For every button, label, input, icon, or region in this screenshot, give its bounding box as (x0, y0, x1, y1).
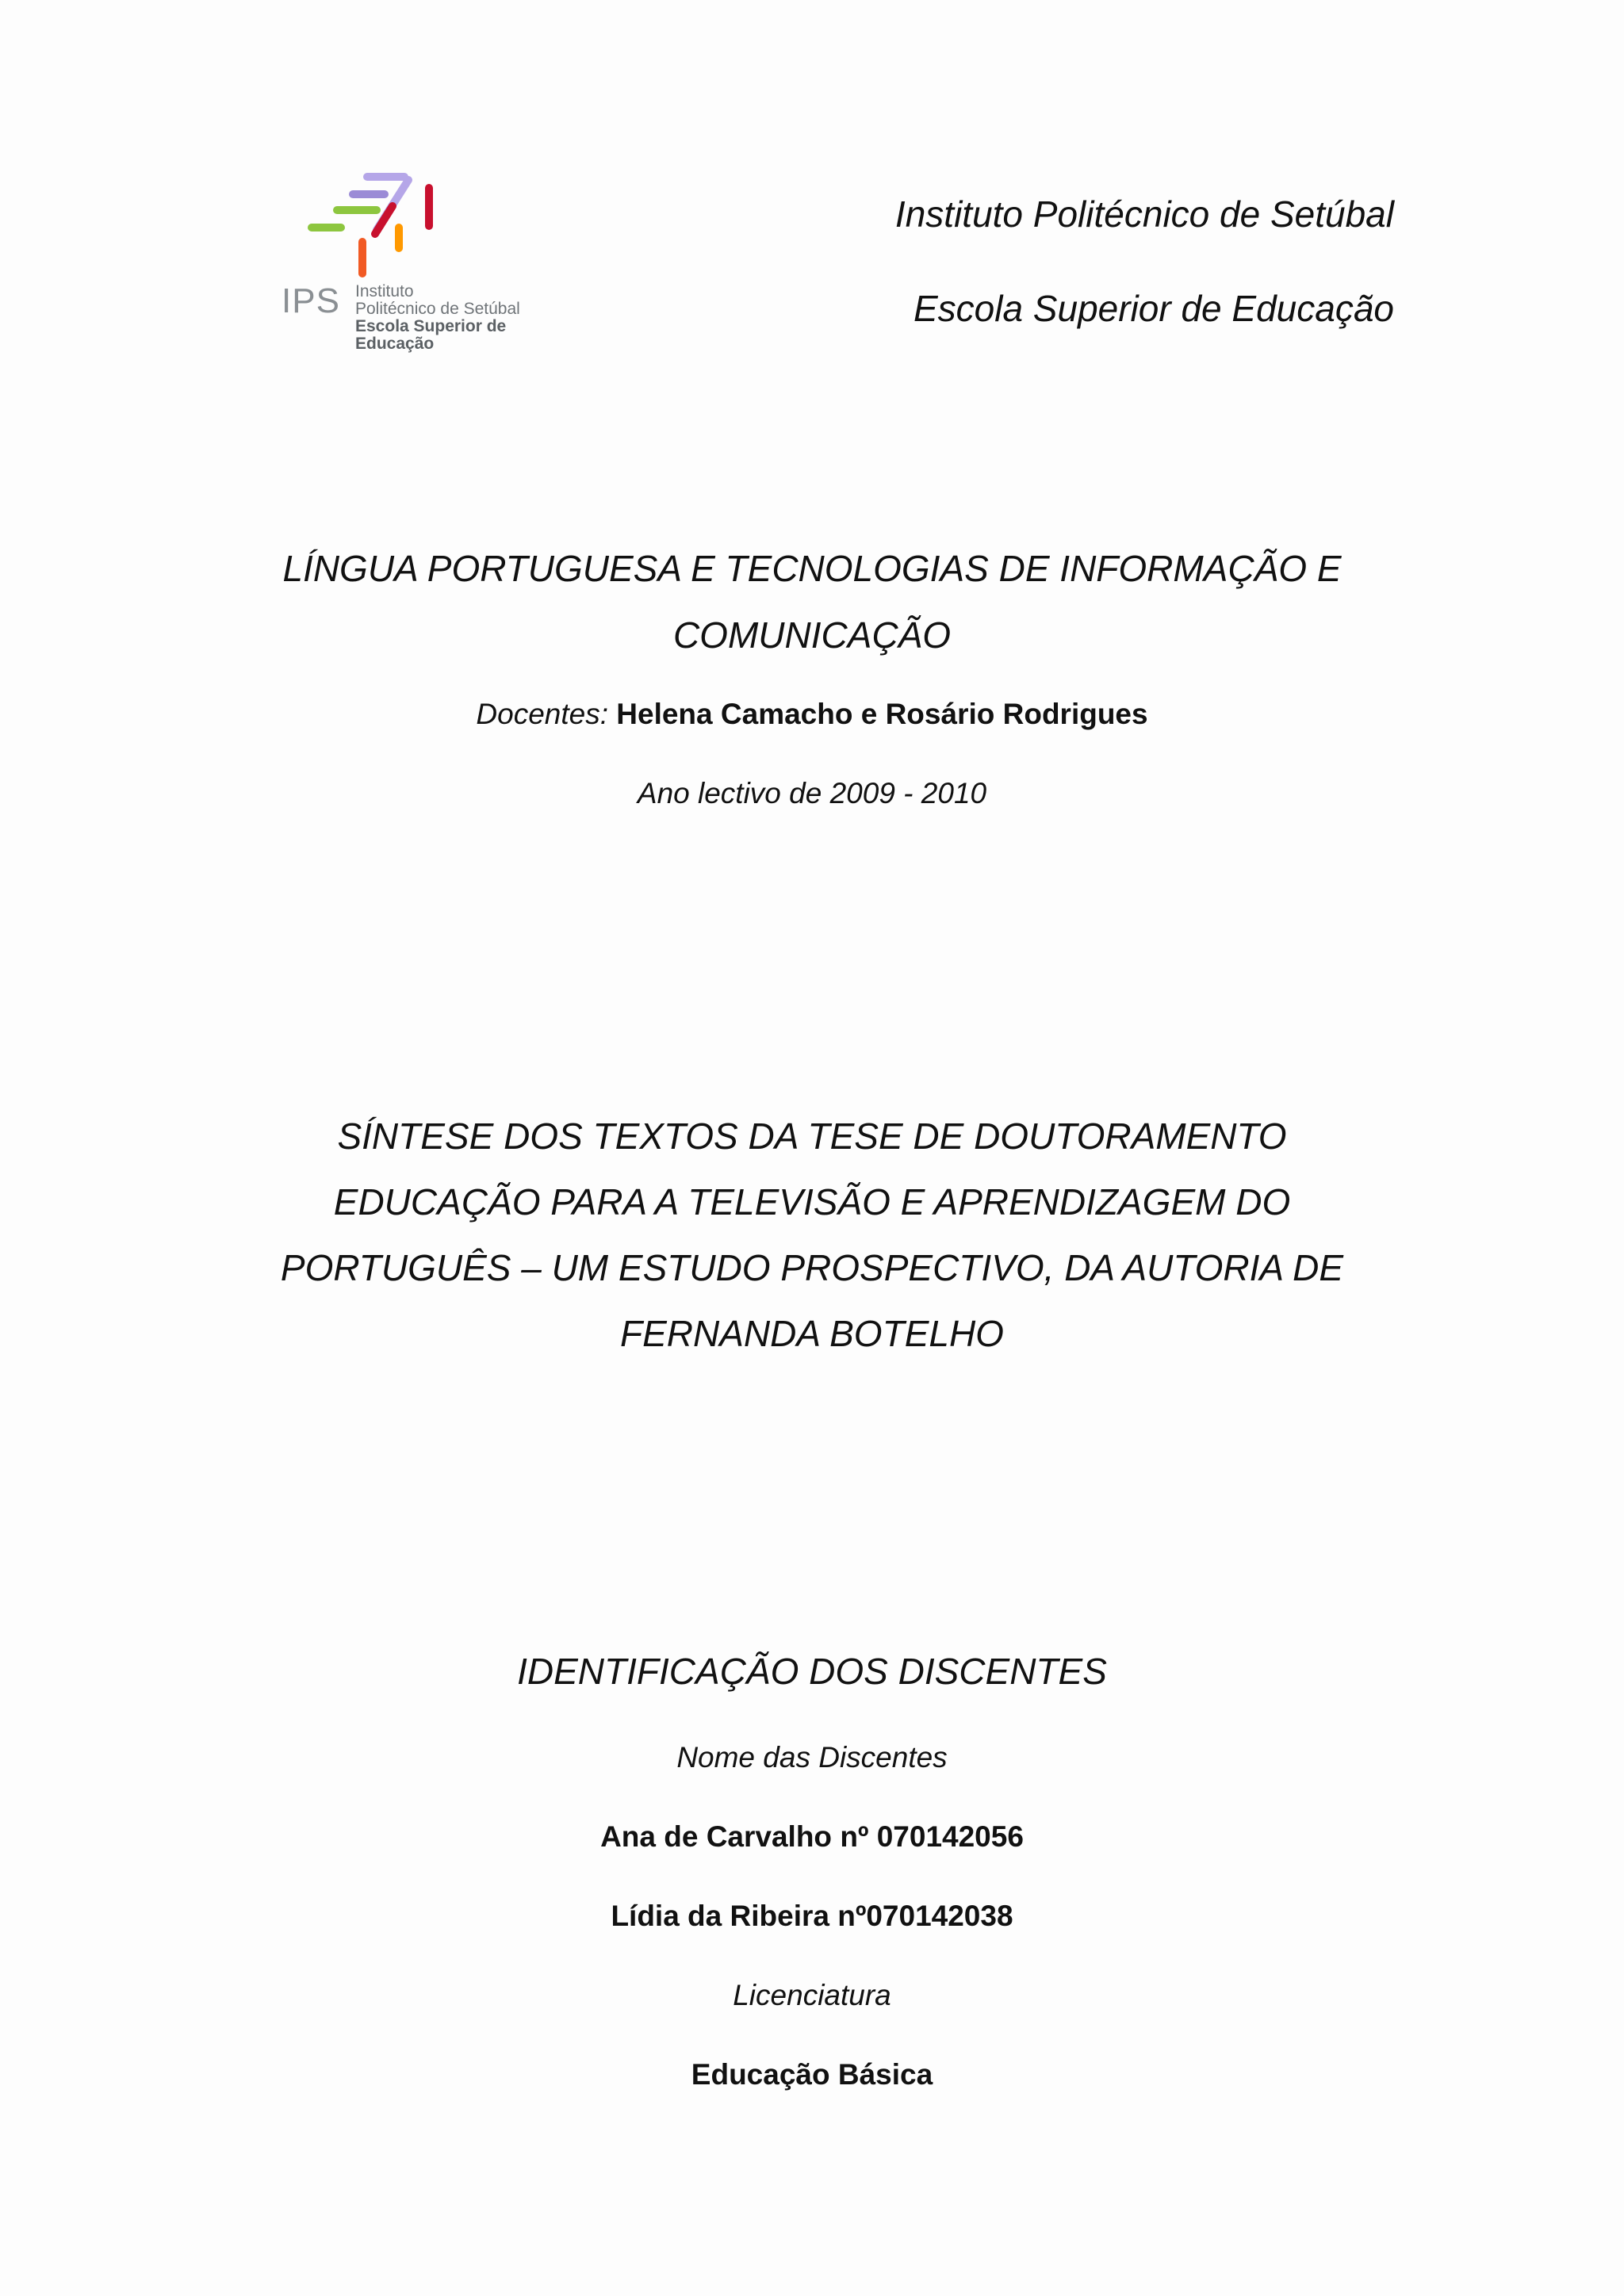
teachers-names: Helena Camacho e Rosário Rodrigues (616, 698, 1148, 730)
work-title-line-3: PORTUGUÊS – UM ESTUDO PROSPECTIVO, DA AUTORIA DE (280, 1247, 1344, 1288)
course-title (0, 535, 1624, 668)
degree-label: Licenciatura (733, 1979, 891, 2011)
logo-acronym: IPS (282, 281, 340, 320)
student-name-2: Lídia da Ribeira nº070142038 (611, 1900, 1013, 1932)
ips-logo-mark-icon (305, 163, 440, 281)
school-name: Escola Superior de Educação (913, 288, 1394, 329)
students-label: Nome das Discentes (676, 1741, 948, 1774)
logo-line-4: Educação (355, 335, 435, 353)
degree-name: Educação Básica (691, 2058, 933, 2091)
course-title-line-1: LÍNGUA PORTUGUESA E TECNOLOGIAS DE INFORMAÇÃO E (282, 548, 1342, 589)
student-name-1: Ana de Carvalho nº 070142056 (600, 1820, 1024, 1853)
logo-line-3: Escola Superior de (355, 317, 507, 335)
work-title-line-1: SÍNTESE DOS TEXTOS DA TESE DE DOUTORAMENTO (337, 1115, 1287, 1157)
ips-logo (278, 163, 547, 377)
work-title (0, 1104, 1624, 1367)
identification-title: IDENTIFICAÇÃO DOS DISCENTES (517, 1651, 1107, 1692)
logo-line-1: Instituto (355, 282, 414, 300)
course-title-line-2: COMUNICAÇÃO (672, 614, 952, 656)
institution-name: Instituto Politécnico de Setúbal (894, 193, 1394, 235)
work-title-line-2: EDUCAÇÃO PARA A TELEVISÃO E APRENDIZAGEM DO (333, 1181, 1291, 1223)
work-title-line-4: FERNANDA BOTELHO (620, 1313, 1004, 1354)
logo-line-2: Politécnico de Setúbal (355, 300, 520, 318)
teachers-line (0, 698, 1624, 731)
logo-wordmark (355, 283, 520, 353)
academic-year: Ano lectivo de 2009 - 2010 (637, 777, 987, 809)
teachers-label: Docentes: (476, 698, 608, 730)
